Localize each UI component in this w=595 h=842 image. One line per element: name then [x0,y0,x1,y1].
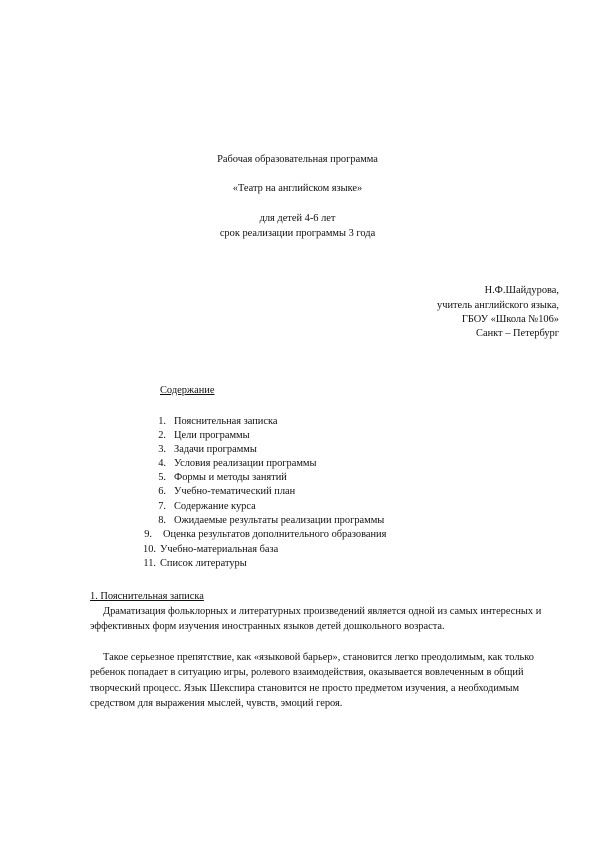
toc-item-number: 6. [158,486,166,497]
program-title: Рабочая образовательная программа [217,154,378,165]
toc-item-number: 10. [143,544,156,555]
toc-item-label: Пояснительная записка [174,416,278,427]
toc-item-label: Оценка результатов дополнительного образования [163,529,387,540]
author-city: Санкт – Петербург [476,328,559,339]
author-school: ГБОУ «Школа №106» [461,314,559,325]
paragraph-dramatization: Драматизация фольклорных и литературных произведений является одной из самых интересных и эффективных форм изучения иностранных языков детей дошкольного возраста. [90,606,542,633]
toc-item-label: Условия реализации программы [174,458,317,469]
toc-item-number: 1. [158,416,166,427]
toc-item-number: 2. [158,430,166,441]
contents-heading: Содержание [160,385,215,396]
toc-item-number: 9. [144,529,152,540]
toc-item-label: Список литературы [160,558,247,569]
toc-item-number: 3. [158,444,166,455]
toc-item-number: 8. [158,515,166,526]
toc-item-number: 11. [143,558,156,569]
program-duration: срок реализации программы 3 года [219,228,376,239]
toc-item-number: 5. [158,472,166,483]
toc-item-label: Задачи программы [174,444,257,455]
paragraph-language-barrier: Такое серьезное препятствие, как «языковой барьер», становится легко преодолимым, как только ребенок попадает в ситуацию игры, ролевого взаимодействия, оказывается вовлеченным в общий творческий процесс. Язык Шекспира становится не просто предметом изучения, а необходимым средством для выражения мыслей, чувств, эмоций героя. [90,652,534,710]
toc-item-label: Содержание курса [174,501,256,512]
toc-item-label: Учебно-тематический план [174,486,296,497]
toc-item-label: Формы и методы занятий [174,472,287,483]
toc-item-number: 7. [158,501,166,512]
program-name: «Театр на английском языке» [232,183,363,194]
toc-item-label: Ожидаемые результаты реализации программы [174,515,385,526]
toc-item-number: 4. [158,458,166,469]
toc-item-label: Цели программы [174,430,250,441]
author-position: учитель английского языка, [437,300,559,311]
author-name: Н.Ф.Шайдурова, [484,285,559,296]
target-age: для детей 4-6 лет [259,213,336,224]
toc-item-label: Учебно-материальная база [160,544,279,555]
section-heading: 1. Пояснительная записка [90,591,204,602]
